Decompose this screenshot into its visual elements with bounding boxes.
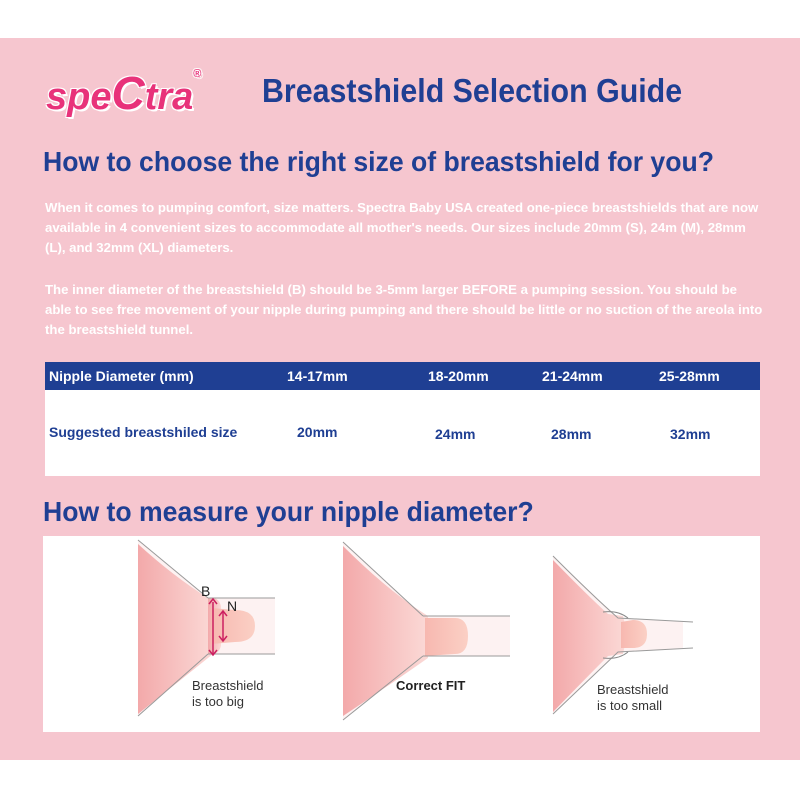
header-label: Nipple Diameter (mm) <box>49 368 194 384</box>
size-cell: 24mm <box>435 426 476 442</box>
spectra-logo <box>46 66 202 119</box>
caption-correct-fit: Correct FIT <box>396 678 466 693</box>
measure-heading: How to measure your nipple diameter? <box>43 496 534 527</box>
registered-mark: ® <box>193 68 202 80</box>
logo-text-end: tra <box>144 76 194 118</box>
diameter-cell: 14-17mm <box>287 368 348 384</box>
diameter-cell: 18-20mm <box>428 368 489 384</box>
table-header-row <box>45 362 760 390</box>
guide-page <box>0 38 800 760</box>
row-label: Suggested breastshiled size <box>49 424 238 440</box>
caption-too-small <box>597 682 669 714</box>
table-row <box>45 390 760 476</box>
logo-text-start: spe <box>46 76 112 118</box>
diameter-cell: 25-28mm <box>659 368 720 384</box>
intro-paragraph: When it comes to pumping comfort, size matters. Spectra Baby USA created one-piece breastshields that are now available in 4 convenient sizes to accommodate all mother's needs. Our sizes include 20mm (S), 24m (M), 28mm (L), and 32mm (XL) diameters. <box>45 200 759 255</box>
caption-too-big <box>192 678 264 710</box>
caption-line: Breastshield <box>597 682 669 697</box>
caption-line: Breastshield <box>192 678 264 693</box>
size-cell: 28mm <box>551 426 592 442</box>
diameter-cell: 21-24mm <box>542 368 603 384</box>
size-cell: 32mm <box>670 426 711 442</box>
choose-size-heading: How to choose the right size of breastshield for you? <box>43 146 714 177</box>
caption-line: is too small <box>597 698 663 713</box>
size-table <box>45 362 760 476</box>
label-b: B <box>201 583 211 599</box>
diameter-paragraph: The inner diameter of the breastshield (B) should be 3-5mm larger BEFORE a pumping session. You should be able to see free movement of your nipple during pumping and there should be little or no suction of the areola into the breastshield tunnel. <box>45 282 763 337</box>
size-cell: 20mm <box>297 424 338 440</box>
logo-text-c: C <box>111 67 145 119</box>
caption-line: is too big <box>192 694 245 709</box>
label-n: N <box>227 598 238 614</box>
page-title: Breastshield Selection Guide <box>262 72 683 109</box>
fit-diagrams-panel <box>43 536 760 732</box>
